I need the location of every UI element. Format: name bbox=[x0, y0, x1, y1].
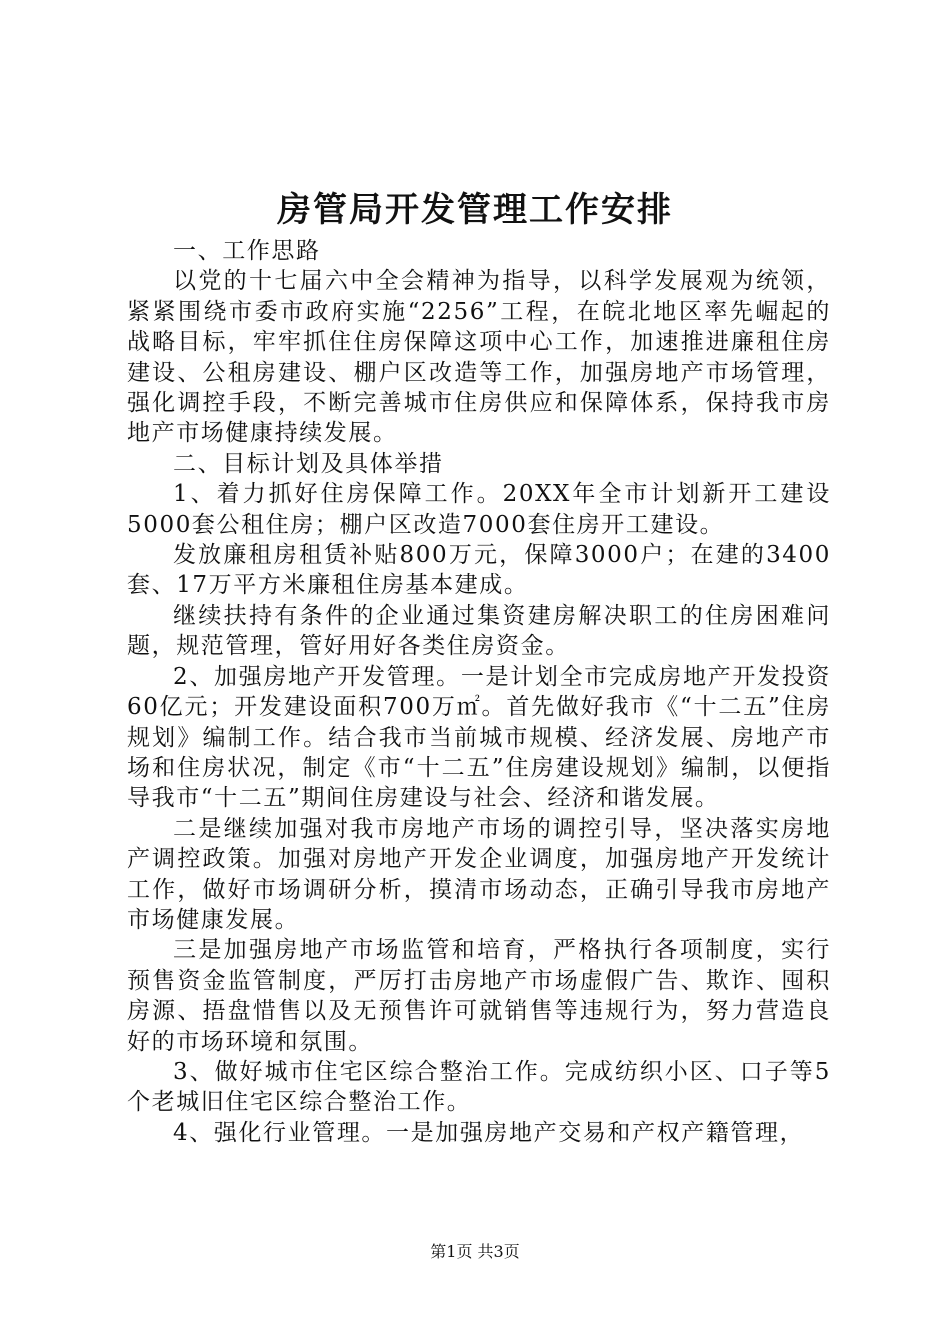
body-paragraph: 二是继续加强对我市房地产市场的调控引导，坚决落实房地产调控政策。加强对房地产开发企业调度，加强房地产开发统计工作，做好市场调研分析，摸清市场动态，正确引导我市房地产市场健康发展。 bbox=[127, 815, 831, 933]
body-paragraph: 4、强化行业管理。一是加强房地产交易和产权产籍管理， bbox=[173, 1119, 805, 1146]
body-paragraph: 发放廉租房租赁补贴800万元，保障3000户；在建的3400套、17万平方米廉租住房基本建成。 bbox=[127, 542, 831, 599]
body-paragraph: 3、做好城市住宅区综合整治工作。完成纺织小区、口子等5个老城旧住宅区综合整治工作。 bbox=[127, 1058, 831, 1116]
body-paragraph: 继续扶持有条件的企业通过集资建房解决职工的住房困难问题，规范管理，管好用好各类住房资金。 bbox=[127, 602, 831, 660]
body-paragraph: 1、着力抓好住房保障工作。20XX年全市计划新开工建设5000套公租住房；棚户区改造7000套住房开工建设。 bbox=[127, 481, 831, 538]
document-body bbox=[127, 236, 831, 1148]
page-footer: 第1页 共3页 bbox=[430, 1242, 520, 1261]
section-heading: 二、目标计划及具体举措 bbox=[173, 450, 444, 477]
body-paragraph: 三是加强房地产市场监管和培育，严格执行各项制度，实行预售资金监管制度，严厉打击房地产市场虚假广告、欺诈、囤积房源、捂盘惜售以及无预售许可就销售等违规行为，努力营造良好的市场环境和氛围。 bbox=[127, 937, 831, 1055]
body-paragraph: 2、加强房地产开发管理。一是计划全市完成房地产开发投资60亿元；开发建设面积700万㎡。首先做好我市《“十二五”住房规划》编制工作。结合我市当前城市规模、经济发展、房地产市场和住房状况，制定《市“十二五”住房建设规划》编制，以便指导我市“十二五”期间住房建设与社会、经济和谐发展。 bbox=[127, 663, 831, 812]
section-heading: 一、工作思路 bbox=[173, 238, 321, 264]
document-title: 房管局开发管理工作安排 bbox=[277, 190, 673, 230]
body-paragraph: 以党的十七届六中全会精神为指导，以科学发展观为统领，紧紧围绕市委市政府实施“2256”工程，在皖北地区率先崛起的战略目标，牢牢抓住住房保障这项中心工作，加速推进廉租住房建设、公租房建设、棚户区改造等工作，加强房地产市场管理，强化调控手段，不断完善城市住房供应和保障体系，保持我市房地产市场健康持续发展。 bbox=[127, 268, 831, 447]
